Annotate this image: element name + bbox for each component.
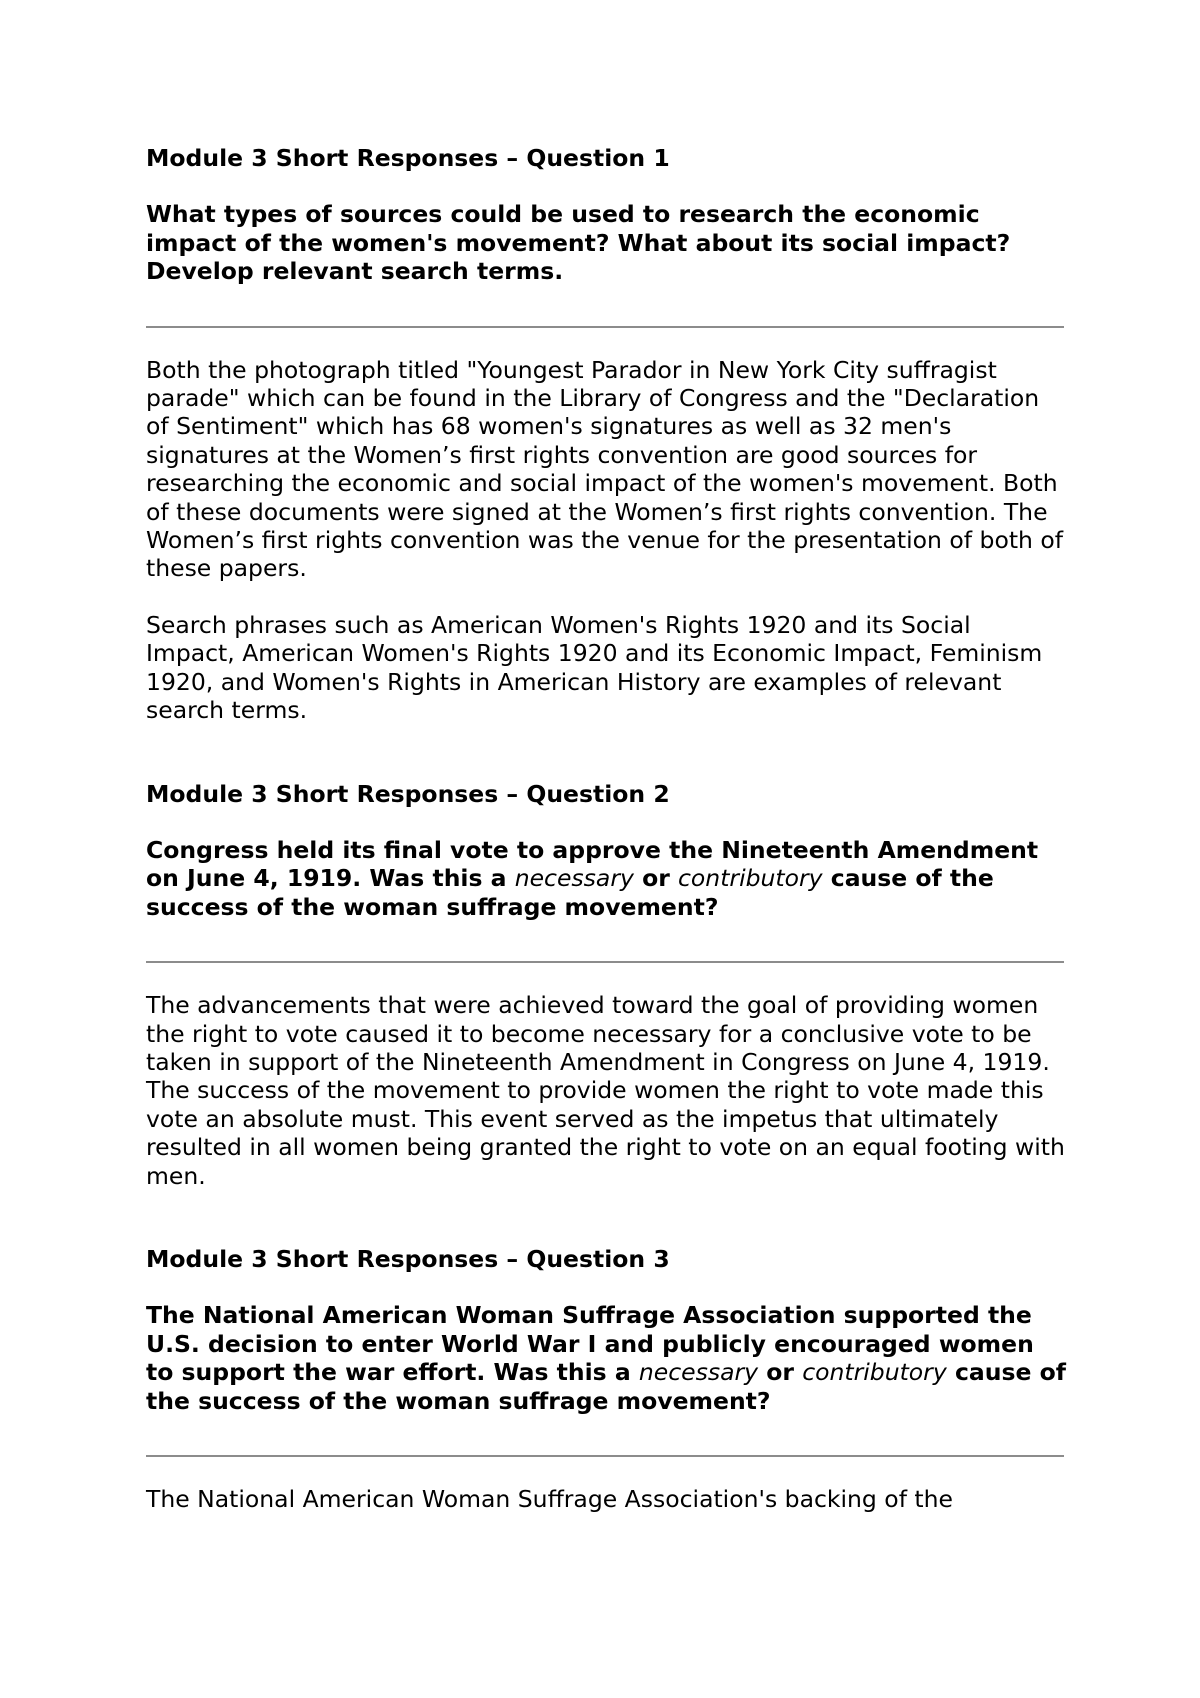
answer-paragraph: The National American Woman Suffrage Association's backing of the	[146, 1485, 953, 1513]
section-heading: Module 3 Short Responses – Question 3	[146, 1244, 670, 1273]
question-text: cause of the success of the woman suffrage movement?	[146, 1358, 1066, 1415]
question-prompt	[146, 836, 1066, 921]
section-question-2	[146, 780, 1066, 1190]
question-term-necessary: necessary	[514, 864, 634, 893]
question-text: or	[633, 864, 678, 893]
divider-rule	[146, 1455, 1064, 1457]
section-heading: Module 3 Short Responses – Question 2	[146, 779, 670, 808]
question-text: or	[758, 1358, 803, 1387]
divider-rule	[146, 326, 1064, 328]
question-prompt: What types of sources could be used to research the economic impact of the women's movement? What about its social impact? Develop relevant search terms.	[146, 200, 1011, 286]
question-text: The National American Woman Suffrage Association supported the U.S. decision to enter World War I and publicly encouraged women to support the war effort. Was this a	[146, 1301, 1034, 1387]
question-term-necessary: necessary	[638, 1358, 759, 1387]
answer-paragraph: Both the photograph titled "Youngest Parador in New York City suffragist parade" which can be found in the Library of Congress and the "Declaration of Sentiment" which has 68 women's signatures as well as 32 men's signatures at the Women’s first rights convention are good sources for researching the economic and social impact of the women's movement. Both of these documents were signed at the Women’s first rights convention. The Women’s first rights convention was the venue for the presentation of both of these papers.	[146, 355, 1064, 583]
document-body	[146, 120, 1066, 1513]
section-question-3	[146, 1245, 1066, 1513]
section-heading: Module 3 Short Responses – Question 1	[146, 144, 670, 172]
question-prompt	[146, 1301, 1066, 1415]
answer-paragraph: The advancements that were achieved toward the goal of providing women the right to vote caused it to become necessary for a conclusive vote to be taken in support of the Nineteenth Amendment in Congress on June 4, 1919. The success of the movement to provide women the right to vote made this vote an absolute must. This event served as the impetus that ultimately resulted in all women being granted the right to vote on an equal footing with men.	[146, 991, 1065, 1190]
question-term-contributory: contributory	[678, 864, 823, 893]
section-question-1	[146, 144, 1066, 725]
question-text: cause of the success of the woman suffrage movement?	[146, 864, 994, 921]
question-text: Congress held its final vote to approve the Nineteenth Amendment on June 4, 1919. Was this a	[146, 835, 1039, 893]
divider-rule	[146, 961, 1064, 963]
question-term-contributory: contributory	[802, 1358, 947, 1387]
answer-paragraph: Search phrases such as American Women's Rights 1920 and its Social Impact, American Women's Rights 1920 and its Economic Impact, Feminism 1920, and Women's Rights in American History are examples of relevant search terms.	[146, 610, 1043, 725]
